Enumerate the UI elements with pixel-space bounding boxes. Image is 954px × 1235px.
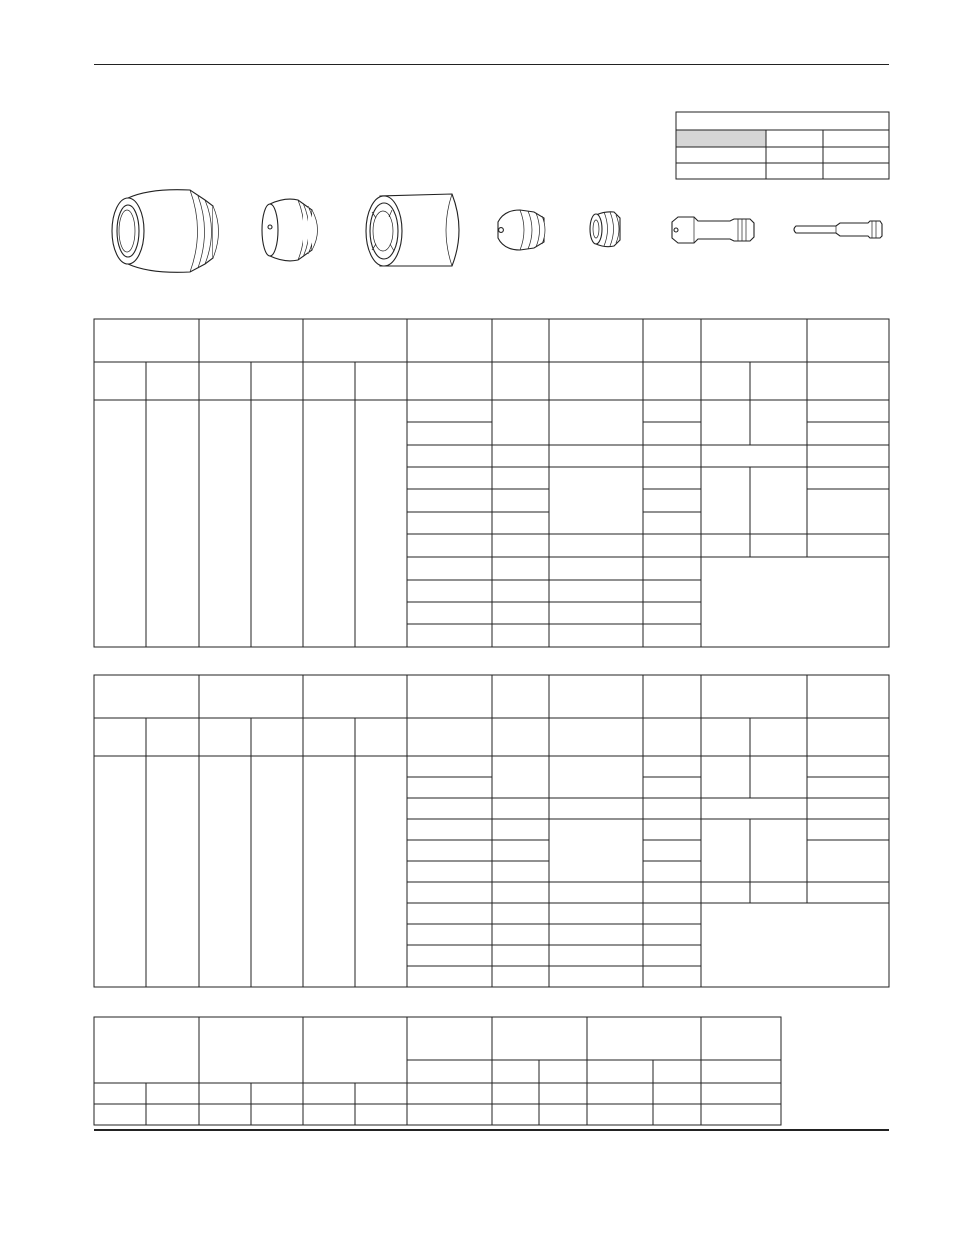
nozzle-icon bbox=[498, 210, 545, 250]
swirl-ring-icon bbox=[590, 212, 620, 247]
footer-rule bbox=[94, 1129, 889, 1131]
shield-icon bbox=[112, 190, 219, 273]
nozzle-retaining-cap-icon bbox=[262, 199, 318, 261]
water-tube-icon bbox=[794, 221, 882, 238]
retaining-cap-icon bbox=[366, 194, 459, 266]
electrode-icon bbox=[672, 217, 754, 243]
